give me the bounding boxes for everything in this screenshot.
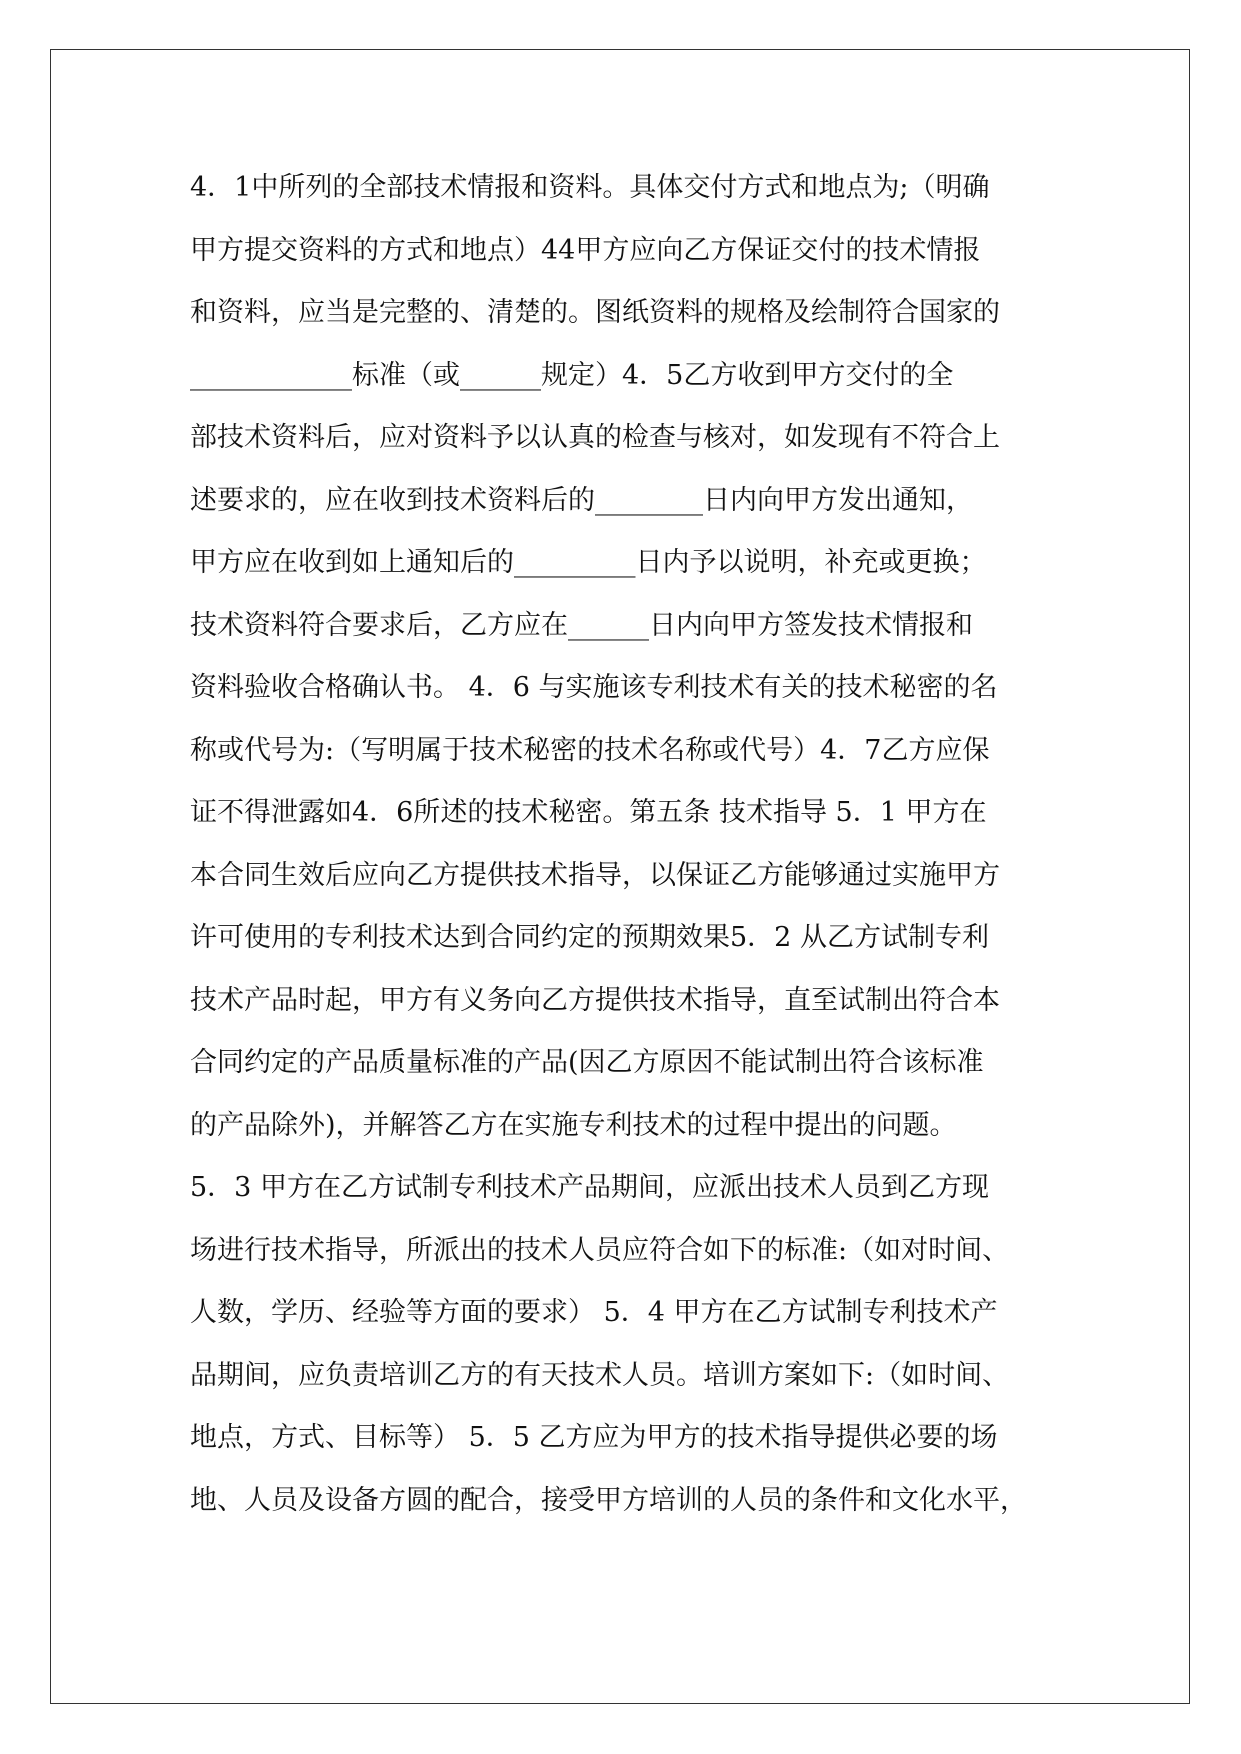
- text-line: 4．1中所列的全部技术情报和资料。具体交付方式和地点为;（明确: [190, 172, 990, 203]
- text-line: 人数，学历、经验等方面的要求） 5．4 甲方在乙方试制专利技术产: [190, 1297, 998, 1328]
- text-line: 场进行技术指导，所派出的技术人员应符合如下的标准:（如对时间、: [190, 1234, 1010, 1266]
- text-line: 资料验收合格确认书。 4．6 与实施该专利技术有关的技术秘密的名: [190, 672, 998, 703]
- text-line: 5．3 甲方在乙方试制专利技术产品期间，应派出技术人员到乙方现: [190, 1172, 989, 1203]
- text-line: 本合同生效后应向乙方提供技术指导，以保证乙方能够通过实施甲方: [190, 859, 1000, 891]
- text-line: 合同约定的产品质量标准的产品(因乙方原因不能试制出符合该标准: [190, 1047, 984, 1078]
- text-line: 甲方应在收到如上通知后的_________日内予以说明，补充或更换；: [190, 547, 987, 578]
- document-body: [190, 157, 1060, 1532]
- text-line: 的产品除外)，并解答乙方在实施专利技术的过程中提出的问题。: [190, 1109, 957, 1141]
- text-line: ____________标准（或______规定）4．5乙方收到甲方交付的全: [190, 359, 954, 391]
- text-line: 证不得泄露如4．6所述的技术秘密。第五条 技术指导 5．1 甲方在: [190, 797, 987, 828]
- text-line: 许可使用的专利技术达到合同约定的预期效果5．2 从乙方试制专利: [190, 922, 989, 953]
- text-line: 地、人员及设备方圆的配合，接受甲方培训的人员的条件和文化水平，: [190, 1484, 1027, 1516]
- text-line: 品期间，应负责培训乙方的有天技术人员。培训方案如下:（如时间、: [190, 1359, 1010, 1391]
- text-line: 地点，方式、目标等） 5．5 乙方应为甲方的技术指导提供必要的场: [190, 1422, 998, 1453]
- text-line: 部技术资料后，应对资料予以认真的检查与核对，如发现有不符合上: [190, 422, 1000, 453]
- text-line: 称或代号为:（写明属于技术秘密的技术名称或代号）4．7乙方应保: [190, 734, 990, 766]
- text-line: 述要求的，应在收到技术资料后的________日内向甲方发出通知，: [190, 484, 973, 516]
- text-line: 技术产品时起，甲方有义务向乙方提供技术指导，直至试制出符合本: [190, 984, 1000, 1016]
- text-line: 和资料，应当是完整的、清楚的。图纸资料的规格及绘制符合国家的: [190, 297, 1000, 328]
- text-line: 甲方提交资料的方式和地点）44甲方应向乙方保证交付的技术情报: [190, 234, 981, 266]
- text-line: 技术资料符合要求后，乙方应在______日内向甲方签发技术情报和: [190, 609, 973, 641]
